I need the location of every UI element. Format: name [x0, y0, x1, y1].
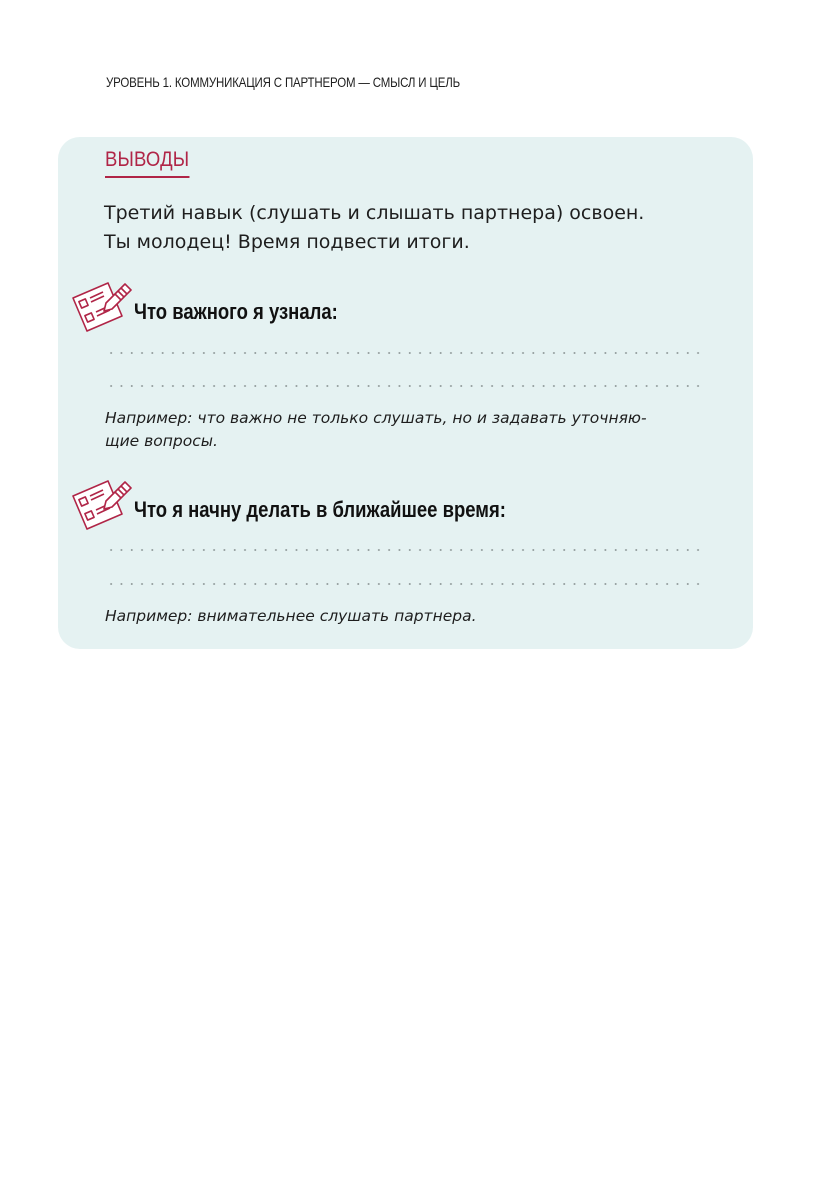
- answer-line[interactable]: [106, 549, 706, 551]
- running-header: УРОВЕНЬ 1. КОММУНИКАЦИЯ С ПАРТНЕРОМ — СМЫСЛ И ЦЕЛЬ: [106, 74, 460, 90]
- intro-line: Ты молодец! Время подвести итоги.: [104, 231, 470, 253]
- example-line: Например: что важно не только слушать, но и задавать уточняю-: [105, 409, 647, 427]
- example-line: щие вопросы.: [105, 432, 218, 450]
- prompt-heading: Что важного я узнала:: [134, 299, 338, 324]
- answer-line[interactable]: [106, 583, 706, 585]
- answer-line[interactable]: [106, 385, 706, 387]
- example-text: [105, 605, 717, 628]
- answer-line[interactable]: [106, 352, 706, 354]
- section-title: ВЫВОДЫ: [105, 148, 189, 178]
- example-text: [105, 407, 717, 453]
- intro-text: [104, 199, 724, 257]
- example-line: Например: внимательнее слушать партнера.: [105, 607, 477, 625]
- conclusions-card: [58, 137, 753, 649]
- intro-line: Третий навык (слушать и слышать партнера) освоен.: [104, 202, 645, 224]
- document-pencil-icon: [70, 476, 134, 532]
- document-pencil-icon: [70, 278, 134, 334]
- prompt-heading: Что я начну делать в ближайшее время:: [134, 497, 506, 522]
